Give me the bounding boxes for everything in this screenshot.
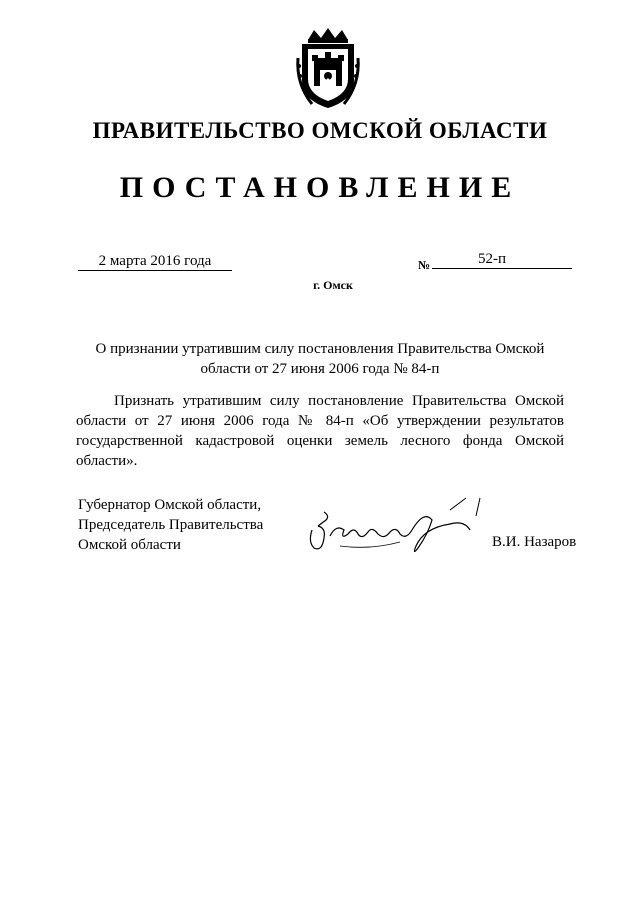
signer-title-line-3: Омской области [78,537,181,553]
subject-line-1: О признании утратившим силу постановления Правительства Омской [95,341,545,357]
signer-title-line-1: Губернатор Омской области, [78,497,262,513]
body-paragraph: Признать утратившим силу постановление Правительства Омской области от 27 июня 2006 года № 84-п «Об утверждении результатов государственной кадастровой оценки земель лесного фонда Омской области». [76,393,564,469]
handwritten-signature-icon [300,490,490,570]
document-subject [82,339,558,379]
signer-name: В.И. Назаров [492,534,577,550]
city-label: г. Омск [313,278,353,292]
document-date: 2 марта 2016 года [78,253,232,271]
organization-title: ПРАВИТЕЛЬСТВО ОМСКОЙ ОБЛАСТИ [92,118,548,143]
number-label: № [418,258,431,272]
document-type-title: ПОСТАНОВЛЕНИЕ [119,171,521,204]
document-number-field [432,251,572,269]
subject-line-2: области от 27 июня 2006 года № 84-п [200,361,440,377]
signer-title-line-2: Председатель Правительства [78,517,264,533]
coat-of-arms-icon [294,28,362,110]
signer-position [78,495,318,555]
document-number: 52-п [477,251,507,267]
